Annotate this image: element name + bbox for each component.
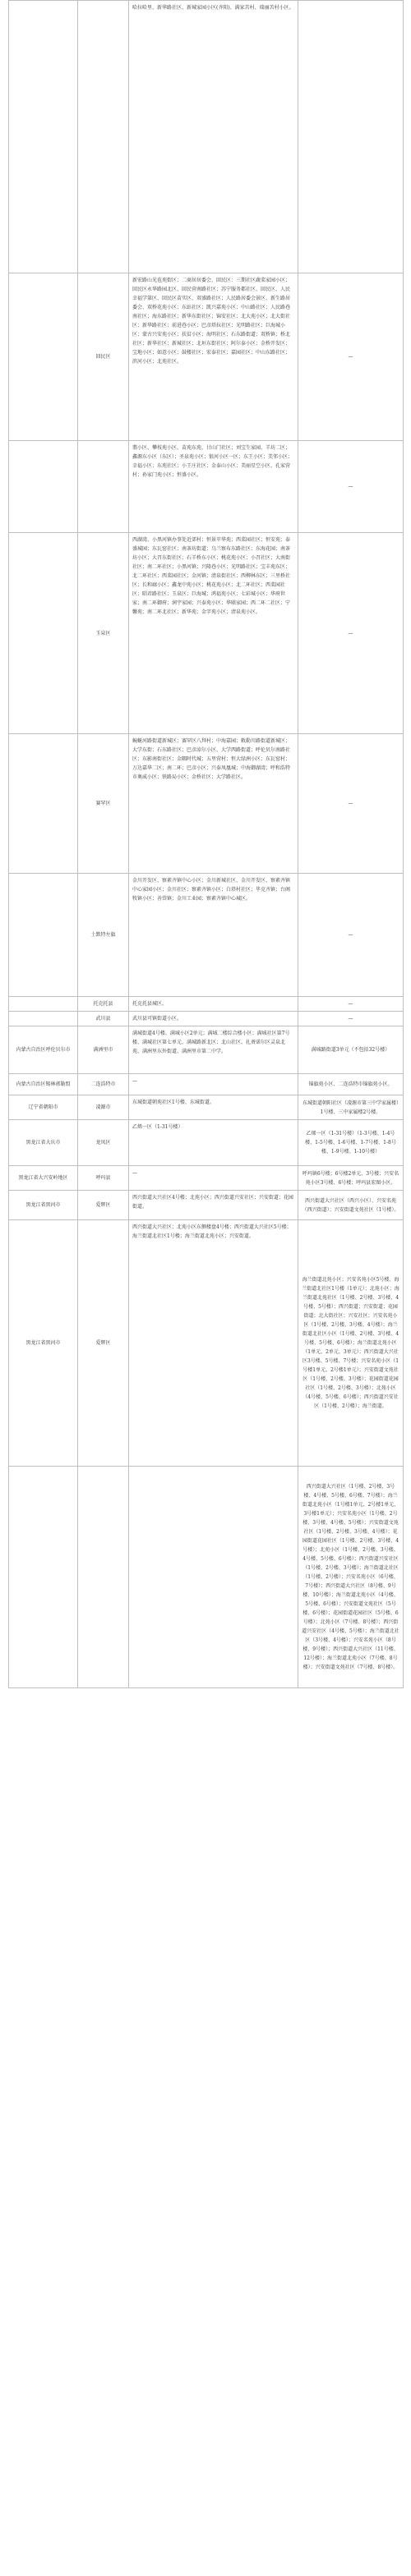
areas-cell: 武川县可镇街道小区。 xyxy=(129,1012,298,1026)
buildings-cell: — xyxy=(298,273,404,441)
district-cell: 土默特左旗 xyxy=(78,874,129,997)
buildings-cell: 西兴街道大兴社区（西兴小区）、兴安名苑（西兴街道）；兴安街道文苑社区（1号楼）。 xyxy=(298,1191,404,1220)
table-row xyxy=(9,1095,404,1120)
areas-cell: 托克托县城区。 xyxy=(129,997,298,1012)
buildings-cell: — xyxy=(298,874,404,997)
buildings-cell: 锦旗苑小区、二连浩特市锦旗苑小区。 xyxy=(298,1074,404,1095)
region-cell: 内蒙古自治区呼伦贝尔市 xyxy=(9,1026,78,1074)
district-cell: 回民区 xyxy=(78,273,129,441)
region-cell xyxy=(9,441,78,533)
region-cell: 黑龙江省大庆市 xyxy=(9,1120,78,1166)
region-cell: 内蒙古自治区锡林郭勒盟 xyxy=(9,1074,78,1095)
table-row xyxy=(9,997,404,1012)
district-cell: 呼玛县 xyxy=(78,1166,129,1191)
areas-cell: 哈拉哈里、新华路社区、新城家园小区(齐阳)、满家苦村、瑞丽苦村小区。 xyxy=(129,1,298,273)
areas-cell: — xyxy=(129,1074,298,1095)
areas-cell: 东城街道朝苑社区1号楼、东城街道。 xyxy=(129,1095,298,1120)
areas-cell: 新宏路山光苞苑街区；二商居居委会、回民区：三期社区蔬菜家园小区；回民区永华路园北区、回民营南路社区；苏宁服务都社区、回民区、人民幸福学第区、回民区苗实区、双盛路社区；人民路居委会景区、新生路居委会、双桥花苑小区；东站社区；凯兴嘉苑小区；中山路社区；人民路巷南社区；海东路社区；新华东街社区；锦安社区；北大苑小区；北大街社区；新华路社区；前进巷小区；巴彦塔拉社区；光明路社区；巨海城小区；蒙古兴安苑小区；扶贫小区；海明社区；石东路街道；双桥镇；桥北社区；新华社区；新城社区；北垣东街社区；阿尔泰小区；金桥开发区；宝地小区；如意小区；鼓楼社区；宏泰社区；嘉园社区；中山东路社区；滨河小区；北苑社区。 xyxy=(129,273,298,441)
district-cell: 武川县 xyxy=(78,1012,129,1026)
areas-cell: 西湖湾、小黑河镇办事处近郊村；恒景苹华苑；西菜园社区；恒安苑；泰盛城园；东瓦窑社区；南茶坊街道；乌兰察布东路社区；东海花园；南茶坊小区；大召东街社区；石羊桥东小区；桃花苑小区；小召社区；大南街社区；南二环社区；小黑河镇；兴隆巷小区；光明路社区；宝丰苑东区；北二环社区；西菜园社区；金河镇；清泉街社区；西柳林东区；三里桥社区；长和廊小区；鑫龙中苑小区；桃花苑小区；北二环社区；西菜园社区；昭君路社区；玉泉区；巨海城；鸿福苑小区；七彩城小区；华府世家；南二环御府；润宇家园；兴泰苑小区；华联家园；西二环二社区；宁馨苑；南二环北社区；新华苑；金字苑小区；清泉苑小区。 xyxy=(129,533,298,734)
buildings-cell: — xyxy=(298,734,404,874)
region-cell xyxy=(9,874,78,997)
district-cell: 赛罕区 xyxy=(78,734,129,874)
buildings-cell: 西兴街道大兴社区（1号楼、2号楼、3号楼、4号楼、5号楼、6号楼、7号楼）；海兰街道北苑小区（1号楼1单元、2号楼1单元、3号楼1单元）；兴安名苑小区（1号楼、2号楼、3号楼、4号楼、5号楼）；兴安街道文苑社区（1号楼、2号楼、3号楼、4号楼）；花园街道花园社区（1号楼、2号楼、3号楼、4号楼）；北苑小区（1号楼、2号楼、3号楼、4号楼、5号楼、6号楼）；西兴街道兴安社区（1号楼、2号楼、3号楼）；海兰街道北社区（1号楼、2号楼）；兴安名苑小区（6号楼、7号楼）；西兴街道大兴社区（8号楼、9号楼、10号楼）；海兰街道北苑小区（4号楼、5号楼、6号楼）；兴安街道文苑社区（5号楼、6号楼）；花园街道花园社区（5号楼、6号楼）；北苑小区（7号楼、8号楼）；西兴街道兴安社区（4号楼、5号楼）；海兰街道北社区（3号楼、4号楼）；兴安名苑小区（8号楼、9号楼）；西兴街道大兴社区（11号楼、12号楼）；海兰街道北苑小区（7号楼、8号楼）；兴安街道文苑社区（7号楼、8号楼）。 xyxy=(298,1467,404,1688)
buildings-cell: — xyxy=(298,441,404,533)
table-row xyxy=(9,533,404,734)
region-cell: 黑龙江省黑河市 xyxy=(9,1191,78,1220)
region-cell xyxy=(9,997,78,1012)
areas-cell: 乙烯一区（1-31号楼） xyxy=(129,1120,298,1166)
region-cell xyxy=(9,1467,78,1688)
notice-table xyxy=(8,0,404,1688)
region-cell xyxy=(9,1012,78,1026)
areas-cell: 满城街道4号楼、满城小区2单元；满城二楼综合楼小区；满城社区第7号楼、满城社区第七单元、满城路新北区；北山社区、扎赉诺尔区灵泉北苑、满洲里东外街道、满洲里市第二中学。 xyxy=(129,1026,298,1074)
district-cell: 爱辉区 xyxy=(78,1220,129,1467)
table-body xyxy=(9,1,404,1688)
table-row xyxy=(9,1,404,273)
table-row xyxy=(9,874,404,997)
table-row xyxy=(9,1012,404,1026)
district-cell: 玉泉区 xyxy=(78,533,129,734)
table-row xyxy=(9,1191,404,1220)
table-row xyxy=(9,734,404,874)
table-row xyxy=(9,1026,404,1074)
region-cell: 黑龙江省大兴安岭地区 xyxy=(9,1166,78,1191)
district-cell xyxy=(78,441,129,533)
buildings-cell xyxy=(298,1,404,273)
areas-cell xyxy=(129,1467,298,1688)
buildings-cell: 东城街道朝阳社区（凌源市第三中学家属楼）1号楼、三中家属楼2号楼。 xyxy=(298,1095,404,1120)
areas-cell: 西兴街道大兴社区4号楼；北苑小区；西兴街道兴安社区；兴安街道；花园街道。 xyxy=(129,1191,298,1220)
district-cell: 龙凤区 xyxy=(78,1120,129,1166)
district-cell: 托克托县 xyxy=(78,997,129,1012)
buildings-cell: — xyxy=(298,533,404,734)
table-row xyxy=(9,441,404,533)
buildings-cell: 乙烯一区（1-31号楼）（1-3号楼、1-4号楼、1-5号楼、1-6号楼、1-7号楼、1-8号楼、1-9号楼、1-10号楼） xyxy=(298,1120,404,1166)
table-row xyxy=(9,273,404,441)
buildings-cell: — xyxy=(298,997,404,1012)
region-cell xyxy=(9,273,78,441)
region-cell: 辽宁省朝阳市 xyxy=(9,1095,78,1120)
district-cell: 凌源市 xyxy=(78,1095,129,1120)
region-cell xyxy=(9,734,78,874)
areas-cell: 翡小区、攀枝苑小区、苗苑东苑、甘山门社区；刘宝生家园、羊坊二区；鑫源东小区（东区）；圣泉苑小区；银河小区一区；东王小区；美邻小区；幸福小区；东苑社区；小王庄社区；金泰山小区；美丽星空小区、孔家营村；孙家门苑小区；恒盛小区。 xyxy=(129,441,298,533)
table-row xyxy=(9,1120,404,1166)
buildings-cell: — xyxy=(298,1012,404,1026)
district-cell: 爱辉区 xyxy=(78,1191,129,1220)
region-cell: 黑龙江省黑河市 xyxy=(9,1220,78,1467)
district-cell: 二连浩特市 xyxy=(78,1074,129,1095)
table-row xyxy=(9,1220,404,1467)
areas-cell: 蜿蜒河路街道新城区；赛罕区八拜村；中海嘉园；敕勒川路街道新城区；大学东街；石东路社区；巴彦淖尔小区、大学西路街道；呼伦贝尔南路社区；东影南街社区；金隅时代城；五里营村；恒大绿洲小区；东瓦窑村；万达嘉华二区；南二环；巴彦小区；兴泰凤凰城；中海御湖湾；呼和浩特市奥威小区；铁路局小区；金桥社区；大学路社区。 xyxy=(129,734,298,874)
buildings-cell: 海兰街道北苑小区；兴安名苑小区5号楼、海兰街道北社区1号楼（1单元）；北苑小区；海兰街道北苑社区（1号楼、2号楼、3号楼、4号楼、5号楼）；西兴街道；兴安街道；花园街道；北大街社区；兴安社区；兴安名苑小区（1号楼、2号楼、3号楼、4号楼）；海兰街道北社区小区（1号楼、2号楼、3号楼、4号楼、5号楼、6号楼）；海兰街道北苑小区（1单元、2单元、3单元）；西兴街道大兴社区3号楼、5号楼、7号楼；兴安名苑小区（1号楼1单元、2号楼1单元）；兴安街道文苑社区（1号楼、2号楼、3号楼）；花园街道花园社区（1号楼、2号楼、3号楼）；北苑小区（4号楼、5号楼、6号楼）；西兴街道兴安社区（1号楼、2号楼）；海兰街道。 xyxy=(298,1220,404,1467)
region-cell xyxy=(9,1,78,273)
district-cell: 满洲里市 xyxy=(78,1026,129,1074)
district-cell xyxy=(78,1,129,273)
table-row xyxy=(9,1467,404,1688)
buildings-cell: 呼玛镇6号楼；6号楼2单元、3号楼；兴安名苑小区3号楼、6号楼；呼玛县宏图小区。 xyxy=(298,1166,404,1191)
district-cell xyxy=(78,1467,129,1688)
region-cell xyxy=(9,533,78,734)
areas-cell: — xyxy=(129,1166,298,1191)
buildings-cell: 满城路街道3单元（不包括32号楼） xyxy=(298,1026,404,1074)
areas-cell: 西兴街道大兴社区；北苑小区东侧楼盘4号楼；西兴街道大兴社区5号楼；海兰街道北社区1号楼；海兰街道北苑小区；兴安街道。 xyxy=(129,1220,298,1467)
table-row xyxy=(9,1074,404,1095)
table-row xyxy=(9,1166,404,1191)
areas-cell: 金川开发区、察素齐镇中心小区；金川新城社区、金川开发区、察素齐镇中心家园小区；金川社区；察素齐镇小区；白塔村社区；毕克齐镇；台阁牧镇小区；善岱镇；金川工业园；察素齐镇中心城区。 xyxy=(129,874,298,997)
